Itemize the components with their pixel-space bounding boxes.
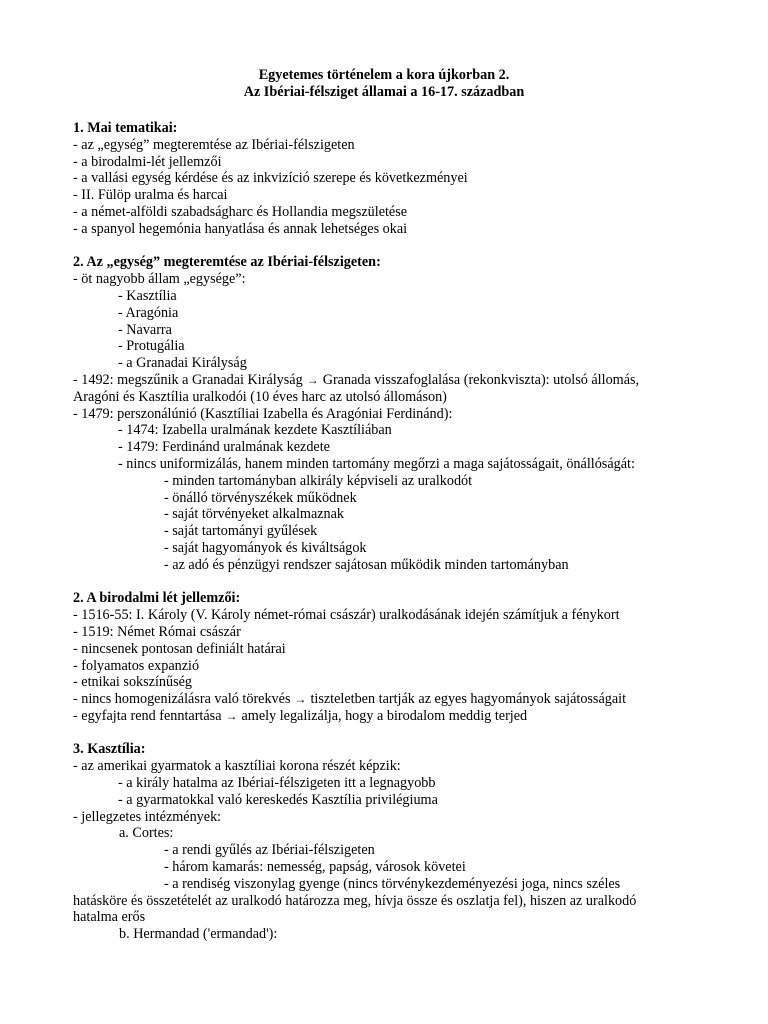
text-segment: tiszteletben tartják az egyes hagyományok sajátosságait — [310, 691, 627, 708]
arrow-icon: → — [294, 692, 307, 707]
list-item: - saját tartományi gyűlések — [164, 523, 318, 540]
list-item: - a rendiség viszonylag gyenge (nincs törvénykezdeményezési joga, nincs széles — [164, 875, 621, 892]
section-heading-tematika: 1. Mai tematikai: — [73, 120, 178, 136]
list-subheading-hermandad: b. Hermandad ('ermandad'): — [119, 926, 278, 943]
list-item: - II. Fülöp uralma és harcai — [73, 187, 228, 204]
document-subtitle: Az Ibériai-félsziget államai a 16-17. században — [243, 84, 525, 100]
list-item: - jellegzetes intézmények: — [73, 808, 222, 825]
arrow-icon: → — [306, 372, 319, 387]
list-item-continuation: hatásköre és összetételét az uralkodó határozza meg, hívja össze és oszlatja fel), hiszen az uralkodó — [73, 892, 637, 909]
document-header — [0, 67, 768, 101]
document-title: Egyetemes történelem a kora újkorban 2. — [258, 67, 510, 83]
list-item: - saját törvényeket alkalmaznak — [164, 506, 345, 523]
list-item — [73, 708, 713, 725]
list-item: - önálló törvényszékek működnek — [164, 489, 357, 506]
text-segment: - egyfajta rend fenntartása — [73, 707, 222, 724]
list-item: - Protugália — [118, 338, 185, 355]
list-item: - a vallási egység kérdése és az inkvizíció szerepe és következményei — [73, 170, 468, 187]
list-item-continuation: Aragóni és Kasztília uralkodói (10 éves harc az utolsó állomáson) — [73, 388, 447, 405]
list-item: - saját hagyományok és kiváltságok — [164, 539, 367, 556]
list-item: - a király hatalma az Ibériai-félszigeten itt a legnagyobb — [118, 775, 436, 792]
list-item: - Kasztília — [118, 287, 177, 304]
list-item: - az adó és pénzügyi rendszer sajátosan működik minden tartományban — [164, 556, 569, 573]
list-item: - 1479: Ferdinánd uralmának kezdete — [118, 439, 330, 456]
list-item: - 1516-55: I. Károly (V. Károly német-római császár) uralkodásának idején számítjuk a fénykort — [73, 607, 620, 624]
list-item: - a német-alföldi szabadságharc és Hollandia megszületése — [73, 203, 408, 220]
section-heading-egyseg: 2. Az „egység” megteremtése az Ibériai-félszigeten: — [73, 254, 381, 271]
list-item: - Aragónia — [118, 304, 179, 321]
section-heading-kasztilia: 3. Kasztília: — [73, 741, 146, 758]
list-item: - három kamarás: nemesség, papság, városok követei — [164, 859, 466, 876]
list-item: - a spanyol hegemónia hanyatlása és annak lehetséges okai — [73, 220, 408, 237]
list-item: - 1519: Német Római császár — [73, 623, 241, 640]
list-subheading-cortes: a. Cortes: — [119, 825, 174, 842]
list-item: - nincsenek pontosan definiált határai — [73, 640, 286, 657]
text-segment: - 1492: megszűnik a Granadai Királyság — [73, 371, 303, 388]
list-item: - 1474: Izabella uralmának kezdete Kasztíliában — [118, 422, 392, 439]
section-heading-birodalmi-let: 2. A birodalmi lét jellemzői: — [73, 590, 241, 607]
list-item: - 1479: perszonálúnió (Kasztíliai Izabella és Aragóniai Ferdinánd): — [73, 405, 453, 422]
list-item: - a gyarmatokkal való kereskedés Kasztília privilégiuma — [118, 791, 438, 808]
list-item — [73, 691, 713, 708]
list-item: - nincs uniformizálás, hanem minden tartomány megőrzi a maga sajátosságait, önállóságát: — [118, 455, 635, 472]
list-item: - minden tartományban alkirály képviseli az uralkodót — [164, 472, 473, 489]
arrow-icon: → — [225, 708, 238, 723]
list-item: - az „egység” megteremtése az Ibériai-félszigeten — [73, 136, 355, 153]
text-segment: amely legalizálja, hogy a birodalom meddig terjed — [241, 707, 528, 724]
list-item: - az amerikai gyarmatok a kasztíliai korona részét képzik: — [73, 758, 401, 775]
text-segment: Granada visszafoglalása (rekonkviszta): utolsó állomás, — [322, 371, 640, 388]
list-item-continuation: hatalma erős — [73, 909, 146, 926]
list-item — [73, 372, 713, 389]
list-item: - a birodalmi-lét jellemzői — [73, 153, 222, 170]
text-segment: - nincs homogenizálásra való törekvés — [73, 691, 291, 708]
list-item: - Navarra — [118, 321, 172, 338]
list-item: - öt nagyobb állam „egysége”: — [73, 271, 246, 288]
list-item: - a rendi gyűlés az Ibériai-félszigeten — [164, 842, 375, 859]
list-item: - folyamatos expanzió — [73, 657, 200, 674]
document-body — [73, 120, 713, 943]
list-item: - etnikai sokszínűség — [73, 674, 192, 691]
list-item: - a Granadai Királyság — [118, 355, 247, 372]
